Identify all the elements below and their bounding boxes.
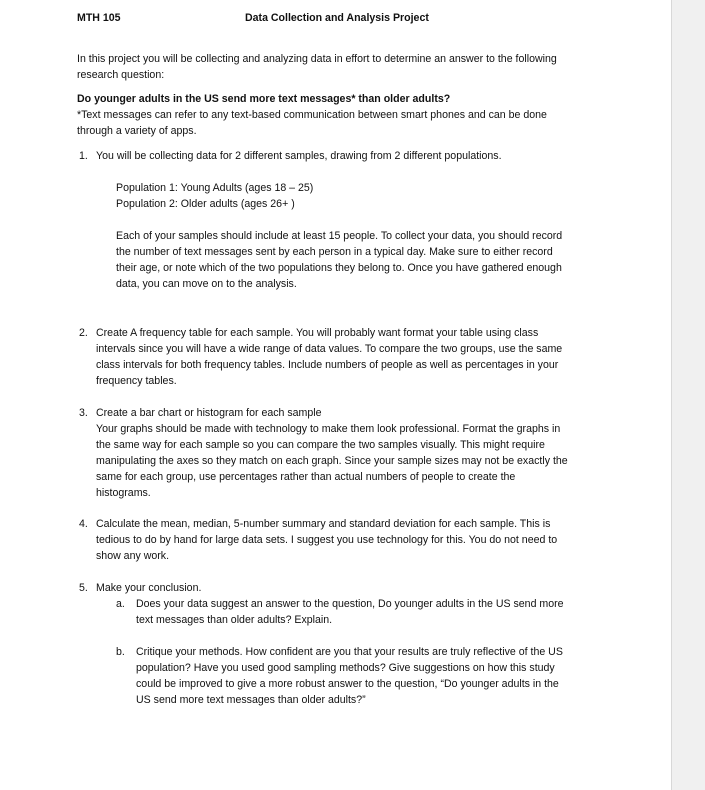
detail-line: Each of your samples should include at least 15 people. To collect your data, you should record (116, 230, 563, 242)
subitem-b-text (136, 644, 563, 708)
list-number-3: 3. (79, 407, 88, 419)
item-line: same for each group, use percentages rather than actual numbers of people to create the (96, 471, 516, 483)
item-line: manipulating the axes so they match on each graph. Since your sample sizes may not be exactly the (96, 455, 568, 467)
item-line: Your graphs should be made with technology to make them look professional. Format the graphs in (96, 423, 561, 435)
subitem-line: Does your data suggest an answer to the question, Do younger adults in the US send more (136, 598, 564, 610)
detail-line: data, you can move on to the analysis. (116, 278, 297, 290)
intro-paragraph (77, 51, 557, 83)
subitem-letter-b: b. (116, 646, 125, 658)
item-1-detail (116, 228, 562, 292)
footnote-line: through a variety of apps. (77, 125, 197, 137)
subitem-line: US send more text messages than older adults?” (136, 694, 366, 706)
footnote-line: *Text messages can refer to any text-based communication between smart phones and can be done (77, 109, 547, 121)
list-number-1: 1. (79, 150, 88, 162)
subitem-a-text (136, 596, 564, 628)
research-question: Do younger adults in the US send more text messages* than older adults? (77, 93, 451, 105)
item-2-text (96, 325, 562, 389)
list-number-5: 5. (79, 582, 88, 594)
list-number-4: 4. (79, 518, 88, 530)
item-3-text (96, 405, 568, 501)
subitem-line: could be improved to give a more robust answer to the question, “Do younger adults in the (136, 678, 559, 690)
item-4-text (96, 516, 557, 564)
item-5-text: Make your conclusion. (96, 582, 202, 594)
population-1: Population 1: Young Adults (ages 18 – 25) (116, 182, 314, 194)
detail-line: the number of text messages sent by each person in a typical day. Make sure to either record (116, 246, 553, 258)
course-code: MTH 105 (77, 12, 121, 24)
item-line: Calculate the mean, median, 5-number summary and standard deviation for each sample. This is (96, 518, 551, 530)
item-line: frequency tables. (96, 375, 177, 387)
subitem-line: Critique your methods. How confident are you that your results are truly reflective of the US (136, 646, 563, 658)
item-line: histograms. (96, 487, 151, 499)
subitem-letter-a: a. (116, 598, 125, 610)
detail-line: their age, or note which of the two populations they belong to. Once you have gathered enough (116, 262, 562, 274)
item-line: Create A frequency table for each sample. You will probably want format your table using class (96, 327, 539, 339)
subitem-line: text messages than older adults? Explain. (136, 614, 333, 626)
document-title: Data Collection and Analysis Project (245, 12, 429, 24)
footnote (77, 107, 547, 139)
item-1-text: You will be collecting data for 2 different samples, drawing from 2 different populations. (96, 150, 502, 162)
intro-line: In this project you will be collecting and analyzing data in effort to determine an answer to the following (77, 53, 557, 65)
item-line: class intervals for both frequency tables. Include numbers of people as well as percentages in your (96, 359, 559, 371)
intro-line: research question: (77, 69, 165, 81)
populations-list (116, 180, 313, 212)
item-line: the same way for each sample so you can compare the two samples visually. This might require (96, 439, 545, 451)
item-line: Create a bar chart or histogram for each sample (96, 407, 322, 419)
item-line: tedious to do by hand for large data sets. I suggest you use technology for this. You do not need to (96, 534, 558, 546)
population-2: Population 2: Older adults (ages 26+ ) (116, 198, 295, 210)
viewer-gutter (671, 0, 705, 790)
item-line: intervals since you will have a wide range of data values. To compare the two groups, use the same (96, 343, 563, 355)
item-line: show any work. (96, 550, 170, 562)
subitem-line: population? Have you used good sampling methods? Give suggestions on how this study (136, 662, 555, 674)
list-number-2: 2. (79, 327, 88, 339)
